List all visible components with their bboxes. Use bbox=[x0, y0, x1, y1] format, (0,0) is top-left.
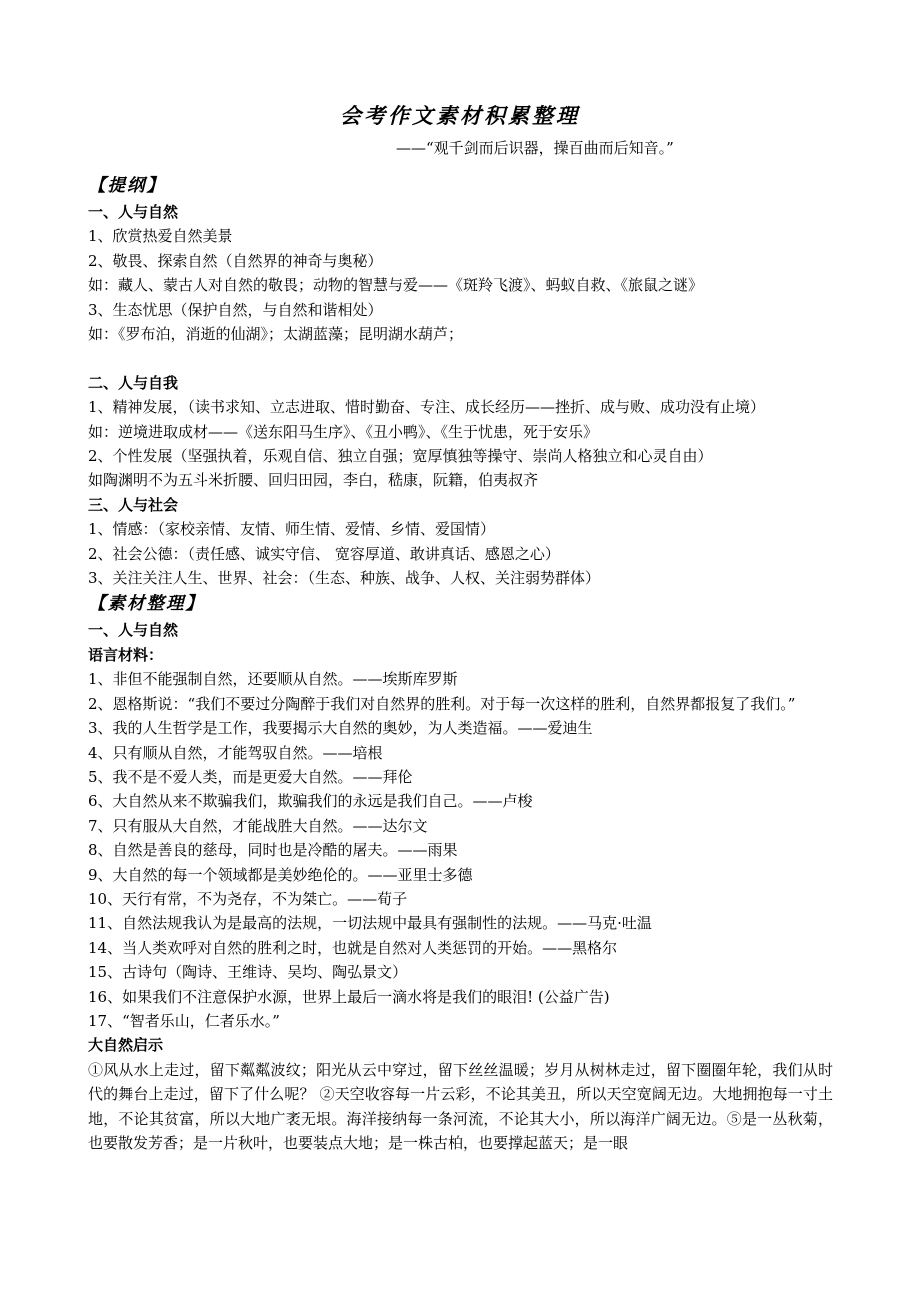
outline-nature-line: 1、欣赏热爱自然美景 bbox=[88, 227, 233, 246]
outline-self-line: 如：逆境进取成材——《送东阳马生序》、《丑小鸭》、《生于忧患，死于安乐》 bbox=[88, 422, 599, 441]
outline-society-line: 1、情感：（家校亲情、友情、师生情、爱情、乡情、爱国情） bbox=[88, 520, 496, 539]
document-subtitle-quote: ——“观千剑而后识器，操百曲而后知音。” bbox=[396, 139, 674, 157]
quote-item: 9、大自然的每一个领域都是美妙绝伦的。——亚里士多德 bbox=[88, 865, 473, 884]
outline-heading: 【提纲】 bbox=[88, 176, 166, 196]
quote-item: 2、恩格斯说：“我们不要过分陶醉于我们对自然界的胜利。对于每一次这样的胜利，自然界都报复了我们。” bbox=[88, 694, 796, 713]
quote-item: 5、我不是不爱人类，而是更爱大自然。——拜伦 bbox=[88, 767, 413, 786]
quote-item: 4、只有顺从自然，才能驾驭自然。——培根 bbox=[88, 743, 383, 762]
quote-item: 17、“智者乐山，仁者乐水。” bbox=[88, 1011, 280, 1030]
blank-line bbox=[88, 346, 833, 370]
outline-self-heading: 二、人与自我 bbox=[88, 373, 179, 392]
outline-nature-line: 3、生态忧思（保护自然，与自然和谐相处） bbox=[88, 300, 383, 319]
outline-nature-line: 如：藏人、蒙古人对自然的敬畏；动物的智慧与爱——《斑羚飞渡》、蚂蚁自救、《旅鼠之谜》 bbox=[88, 276, 704, 295]
outline-nature-line: 2、敬畏、探索自然（自然界的神奇与奥秘） bbox=[88, 251, 383, 270]
quote-item: 10、天行有常，不为尧存，不为桀亡。——荀子 bbox=[88, 889, 408, 908]
materials-heading: 【素材整理】 bbox=[88, 594, 205, 615]
document-title: 会考作文素材积累整理 bbox=[340, 104, 580, 128]
outline-society-heading: 三、人与社会 bbox=[88, 495, 179, 514]
quote-item: 6、大自然从来不欺骗我们，欺骗我们的永远是我们自己。——卢梭 bbox=[88, 792, 533, 811]
quote-item: 11、自然法规我认为是最高的法规，一切法规中最具有强制性的法规。——马克·吐温 bbox=[88, 914, 652, 933]
quote-item: 7、只有服从大自然，才能战胜大自然。——达尔文 bbox=[88, 816, 428, 835]
quote-item: 14、当人类欢呼对自然的胜利之时，也就是自然对人类惩罚的开始。——黑格尔 bbox=[88, 938, 618, 957]
outline-self-line: 如陶渊明不为五斗米折腰、回归田园，李白，嵇康，阮籍，伯夷叔齐 bbox=[88, 471, 539, 490]
outline-society-line: 3、关注关注人生、世界、社会：（生态、种族、战争、人权、关注弱势群体） bbox=[88, 569, 601, 588]
outline-nature-heading: 一、人与自然 bbox=[88, 203, 179, 221]
quote-item: 3、我的人生哲学是工作，我要揭示大自然的奥妙，为人类造福。——爱迪生 bbox=[88, 719, 593, 738]
outline-self-line: 1、精神发展，（读书求知、立志进取、惜时勤奋、专注、成长经历——挫折、成与败、成功没有止境） bbox=[88, 398, 766, 417]
outline-nature-line: 如：《罗布泊，消逝的仙湖》；太湖蓝藻；昆明湖水葫芦； bbox=[88, 325, 464, 344]
document-body bbox=[88, 172, 833, 1155]
outline-society-line: 2、社会公德：（责任感、诚实守信、 宽容厚道、敢讲真话、感恩之心） bbox=[88, 544, 560, 563]
quote-item: 16、如果我们不注意保护水源，世界上最后一滴水将是我们的眼泪! (公益广告) bbox=[88, 987, 610, 1006]
materials-nature-heading: 一、人与自然 bbox=[88, 621, 179, 640]
nature-inspiration-paragraph: ①风从水上走过，留下粼粼波纹；阳光从云中穿过，留下丝丝温暖；岁月从树林走过，留下圈圈年轮，我们从时代的舞台上走过，留下了什么呢？ ②天空收容每一片云彩，不论其美丑，所以天空宽阔无边。大地拥抱每一寸土地，不论其贫富，所以大地广袤无垠。海洋接纳每一条河流，不论其大小，所以海洋广阔无边。⑤是一丛秋菊，也要散发芳香；是一片秋叶，也要装点大地；是一株古柏，也要撑起蓝天；是一眼 bbox=[88, 1060, 833, 1153]
quote-item: 8、自然是善良的慈母，同时也是冷酷的屠夫。——雨果 bbox=[88, 841, 458, 860]
quote-item: 1、非但不能强制自然，还要顺从自然。——埃斯库罗斯 bbox=[88, 670, 458, 689]
outline-self-line: 2、个性发展（坚强执着，乐观自信、独立自强；宽厚慎独等操守、崇尚人格独立和心灵自由） bbox=[88, 447, 713, 466]
quote-item: 15、古诗句（陶诗、王维诗、吴均、陶弘景文） bbox=[88, 963, 408, 982]
language-materials-heading: 语言材料： bbox=[88, 645, 164, 664]
nature-inspiration-heading: 大自然启示 bbox=[88, 1036, 164, 1055]
